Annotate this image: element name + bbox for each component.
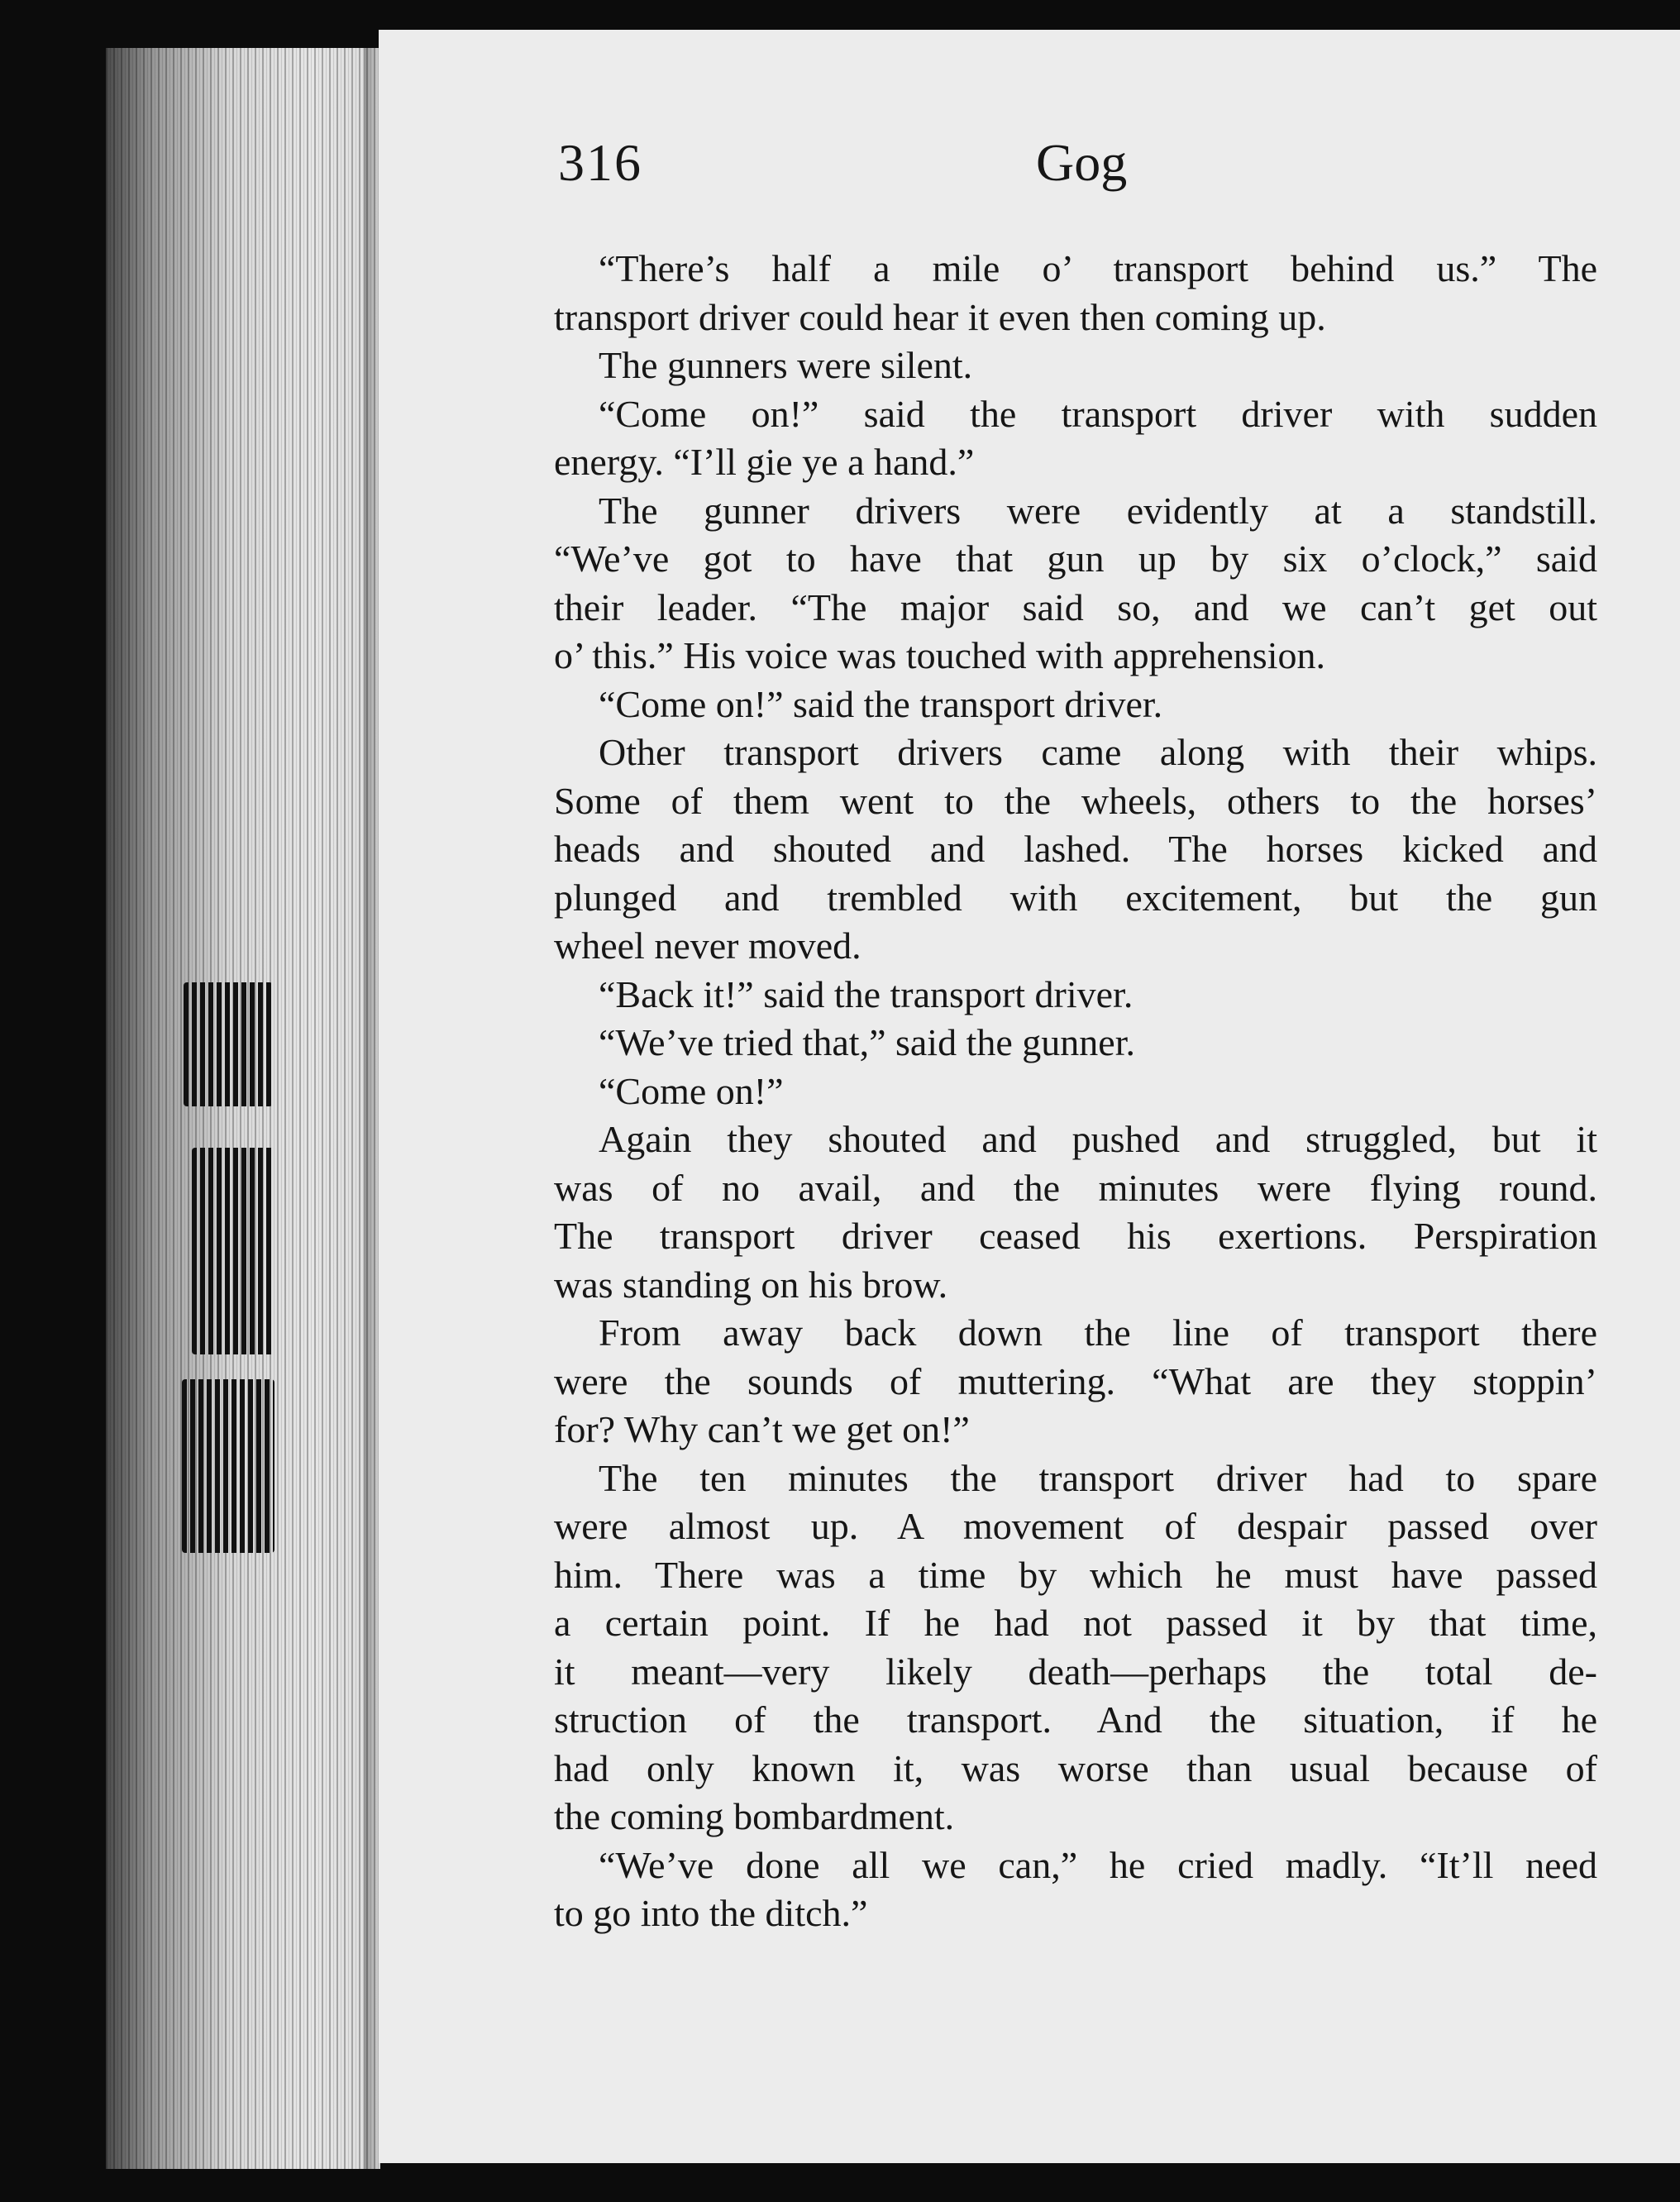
text-line: were the sounds of muttering. “What are they stoppin’ [554,1359,1597,1402]
text-line: was of no avail, and the minutes were flying round. [554,1166,1597,1209]
text-line: “Come on!” said the transport driver. [599,682,1163,725]
text-line: Again they shouted and pushed and struggled, but it [599,1118,1597,1160]
text-line: Other transport drivers came along with their whips. [599,731,1597,773]
text-line: The gunners were silent. [599,344,973,386]
text-line: the coming bombardment. [554,1795,955,1837]
text-line: “Back it!” said the transport driver. [599,972,1134,1015]
text-line: to go into the ditch.” [554,1892,868,1934]
text-line: “Come on!” [599,1069,784,1112]
page-number: 316 [558,133,642,192]
book-fore-edge [106,48,380,2169]
text-line: it meant—very likely death—perhaps the total de- [554,1650,1597,1693]
text-line: Some of them went to the wheels, others to the horses’ [554,779,1597,822]
text-line: The ten minutes the transport driver had to spare [599,1456,1597,1499]
spine-stamp-mark [184,982,273,1106]
body-text [554,245,1597,1938]
text-line: energy. “I’ll gie ye a hand.” [554,441,975,483]
text-line: struction of the transport. And the situation, if he [554,1698,1597,1741]
text-line: their leader. “The major said so, and we can’t get out [554,585,1597,628]
running-title: Gog [1036,133,1128,192]
text-line: a certain point. If he had not passed it by that time, [554,1602,1597,1644]
text-line: for? Why can’t we get on!” [554,1408,970,1450]
text-line: The transport driver ceased his exertions. Perspiration [554,1215,1597,1257]
text-line: was standing on his brow. [554,1263,948,1306]
text-line: “We’ve done all we can,” he cried madly. “It’ll need [599,1843,1597,1886]
text-line: “Come on!” said the transport driver with sudden [599,392,1597,435]
text-line: The gunner drivers were evidently at a standstill. [599,489,1597,532]
page-header [558,132,1600,207]
text-line: wheel never moved. [554,924,861,967]
text-line: From away back down the line of transport there [599,1311,1597,1354]
spine-stamp-mark [182,1379,274,1553]
text-line: o’ this.” His voice was touched with apprehension. [554,634,1325,676]
text-line: transport driver could hear it even then coming up. [554,295,1326,338]
text-line: heads and shouted and lashed. The horses kicked and [554,828,1597,870]
text-line: “We’ve got to have that gun up by six o’clock,” said [554,537,1597,580]
text-line: “There’s half a mile o’ transport behind us.” The [599,247,1597,289]
text-line: plunged and trembled with excitement, but the gun [554,876,1597,919]
spine-stamp-mark [192,1148,274,1354]
text-line: him. There was a time by which he must have passed [554,1553,1597,1596]
text-line: had only known it, was worse than usual because of [554,1746,1597,1789]
text-line: were almost up. A movement of despair passed over [554,1505,1597,1547]
text-line: “We’ve tried that,” said the gunner. [599,1021,1135,1063]
